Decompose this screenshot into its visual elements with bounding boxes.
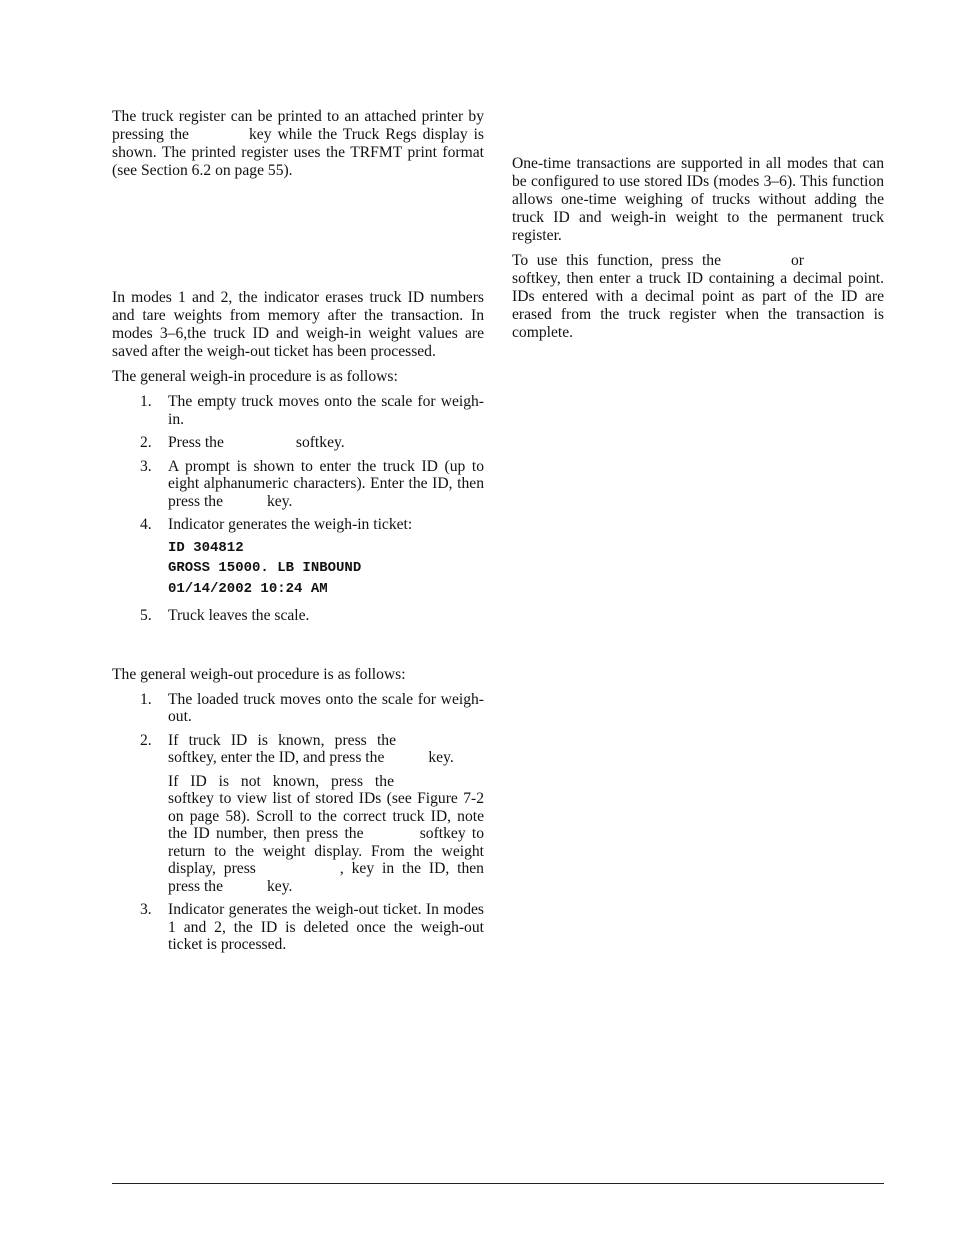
ticket-line: 01/14/2002 10:24 AM bbox=[168, 580, 328, 597]
list-item: 3. Indicator generates the weigh-out ticket. In modes 1 and 2, the ID is deleted once the weigh-out ticket is processed. bbox=[140, 901, 484, 953]
print-register-text-2: key while the Truck Regs display is shown. The printed register uses the TRFMT print format (see Section 6.2 on page 55). bbox=[112, 126, 484, 179]
weigh-in-intro: The general weigh-in procedure is as follows: bbox=[112, 368, 398, 385]
footer-rule bbox=[112, 1183, 884, 1184]
print-register-text-1: The truck register can be printed to an attached printer by pressing the bbox=[112, 108, 484, 143]
weigh-in-ticket bbox=[168, 538, 484, 600]
list-item: 1. The loaded truck moves onto the scale for weigh-out. bbox=[140, 690, 484, 725]
weigh-out-intro: The general weigh-out procedure is as follows: bbox=[112, 665, 406, 683]
weigh-out-steps bbox=[112, 691, 484, 954]
ticket-line: ID 304812 bbox=[168, 539, 244, 556]
right-column bbox=[512, 155, 884, 342]
list-item: 3. A prompt is shown to enter the truck ID (up to eight alphanumeric characters). Enter the ID, then press the key. bbox=[140, 457, 484, 510]
list-item: 2. Press the softkey. bbox=[140, 434, 345, 451]
list-item: 2. If truck ID is known, press the softkey, enter the ID, and press the key. If ID is not known, press the softkey to view list of stored IDs (see Figure 7-2 on page 58). Scroll to the correct truck ID, note the ID number, then press the softkey to return to the weight display. From the weight display, press , key in the ID, then press the key. bbox=[140, 731, 484, 895]
ticket-line: GROSS 15000. LB INBOUND bbox=[168, 560, 362, 576]
one-time-paragraph: One-time transactions are supported in all modes that can be configured to use stored IDs (modes 3–6). This function allows one-time weighing of trucks without adding the truck ID and weigh-in weight to the permanent truck register. bbox=[512, 155, 884, 244]
use-function-paragraph: To use this function, press the or softkey, then enter a truck ID containing a decimal point. IDs entered with a decimal point as part of the ID are erased from the truck register when the transaction is complete. bbox=[512, 252, 884, 341]
list-item: 5. Truck leaves the scale. bbox=[140, 607, 310, 624]
weigh-in-steps bbox=[112, 393, 484, 625]
print-register-paragraph bbox=[112, 108, 484, 180]
list-item: 4. Indicator generates the weigh-in ticket: ID 304812 GROSS 15000. LB INBOUND 01/14/2002 10:24 AM bbox=[112, 516, 484, 599]
list-item: 1. The empty truck moves onto the scale for weigh-in. bbox=[140, 393, 484, 428]
modes-paragraph: In modes 1 and 2, the indicator erases truck ID numbers and tare weights from memory after the transaction. In modes 3–6,the truck ID and weigh-in weight values are saved after the weigh-out ticket has been processed. bbox=[112, 289, 484, 360]
left-column bbox=[112, 108, 484, 960]
